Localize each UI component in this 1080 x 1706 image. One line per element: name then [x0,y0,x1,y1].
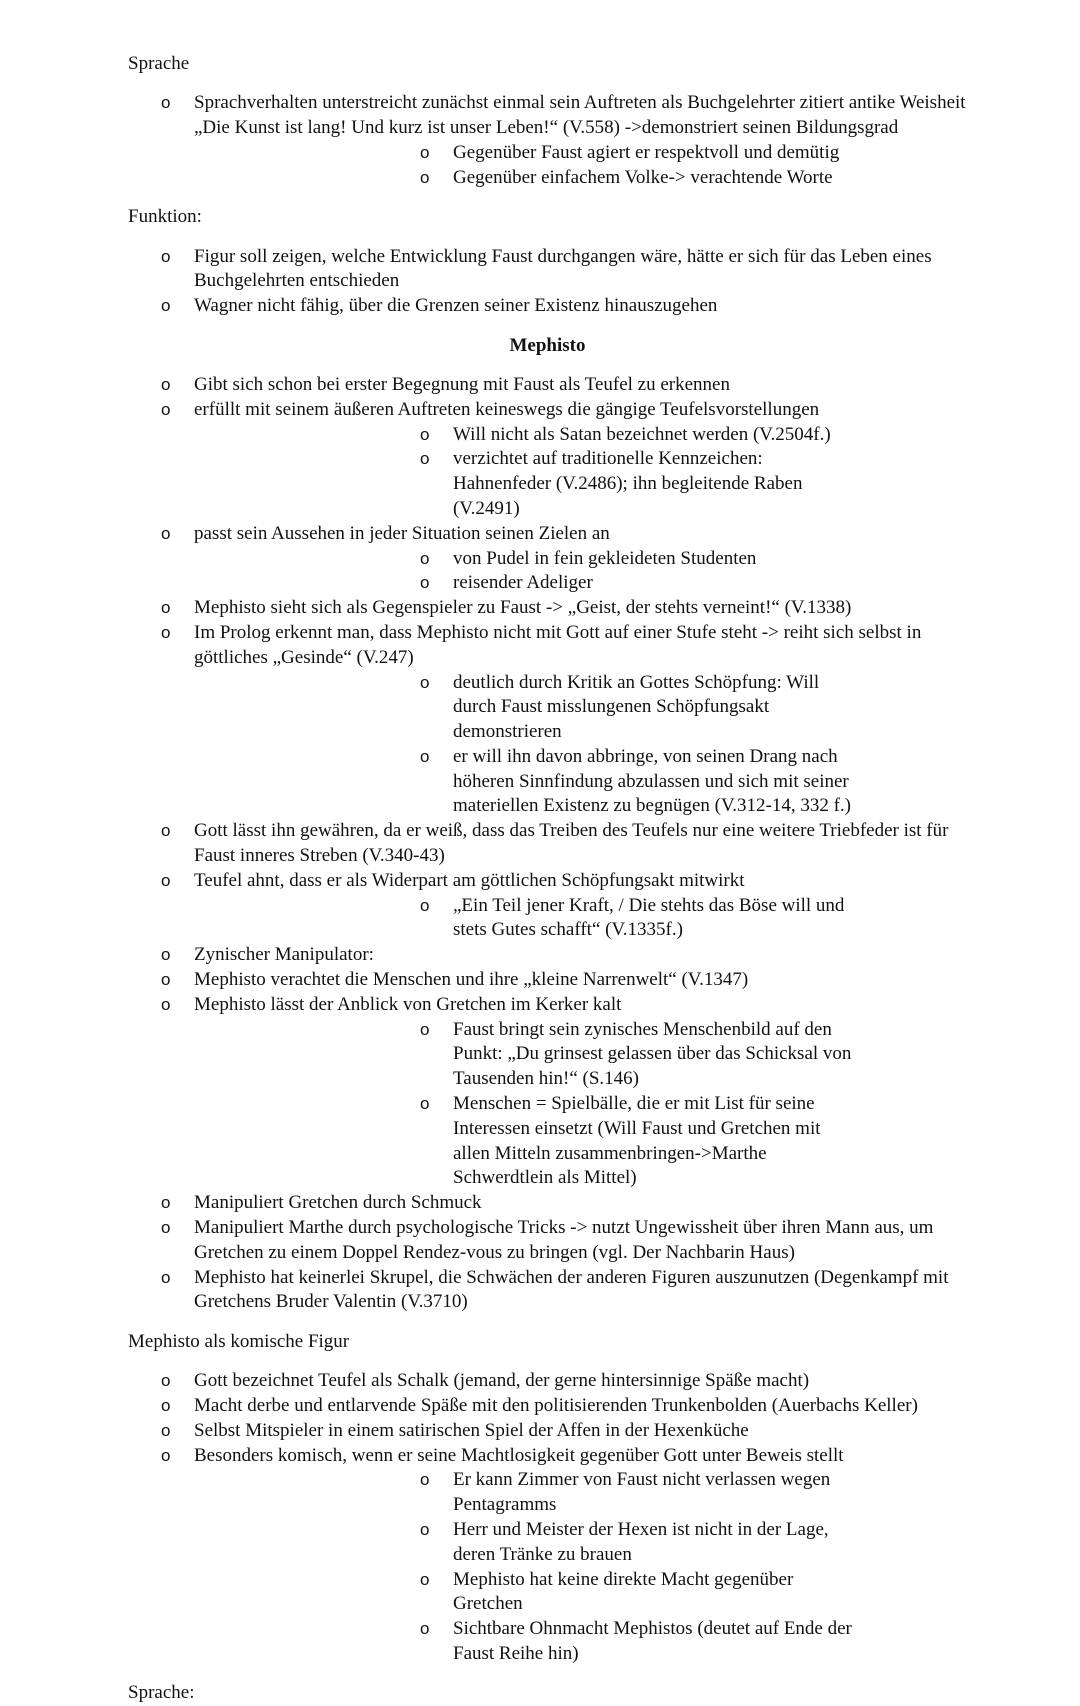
sub-list-item-text: „Ein Teil jener Kraft, / Die stehts das Böse will und stets Gutes schafft“ (V.1335f.) [453,894,845,941]
list-item-text: Figur soll zeigen, welche Entwicklung Faust durchgangen wäre, hätte er sich für das Leben eines Buchgelehrten entschieden [194,245,932,292]
sub-list [194,1468,968,1666]
list-item [0,245,1080,295]
bullet-icon: o [420,1094,430,1114]
bullet-icon: o [161,1267,171,1287]
sub-list-item [194,141,968,166]
bullet-icon: o [161,1218,171,1238]
paragraph-spacer [0,77,1080,92]
section-heading: Sprache [128,53,190,74]
list-item-text: passt sein Aussehen in jeder Situation seinen Zielen an [194,522,610,544]
paragraph-spacer [0,1315,1080,1330]
paragraph-spacer [0,191,1080,206]
sub-list [194,141,968,191]
sub-list-item [194,671,968,745]
list-item [0,1419,1080,1444]
sub-list-item [194,1568,968,1618]
list-item [0,869,1080,943]
bullet-list [0,373,1080,1315]
list-item [0,1444,1080,1667]
list-item-text: Manipuliert Gretchen durch Schmuck [194,1192,482,1214]
list-item [0,993,1080,1191]
bullet-icon: o [420,1519,430,1539]
sub-list [194,423,968,522]
bullet-icon: o [161,399,171,419]
bullet-icon: o [420,449,430,469]
sub-list-item-text: Herr und Meister der Hexen ist nicht in der Lage, deren Tränke zu brauen [453,1518,829,1565]
list-item-text: Mephisto hat keinerlei Skrupel, die Schwächen der anderen Figuren auszunutzen (Degenkampf mit Gretchens Bruder Valentin (V.3710) [194,1266,949,1313]
list-item [0,1191,1080,1216]
list-item [0,1266,1080,1316]
sub-list-item-text: deutlich durch Kritik an Gottes Schöpfung: Will durch Faust misslungenen Schöpfungsakt demonstrieren [453,671,820,743]
list-item [0,943,1080,968]
list-item [0,294,1080,319]
section-heading: Funktion: [128,206,202,228]
sub-list-item [194,1518,968,1568]
bullet-icon: o [420,142,430,162]
bullet-icon: o [420,746,430,766]
list-item [0,522,1080,596]
bullet-icon: o [420,1619,430,1639]
list-item-text: Manipuliert Marthe durch psychologische Tricks -> nutzt Ungewissheit über ihren Mann aus, um Gretchen zu einem Doppel Rendez-vous zu bringen (vgl. Der Nachbarin Haus) [194,1217,934,1263]
paragraph-spacer [0,1667,1080,1682]
sub-list-item [194,1018,968,1092]
bullet-icon: o [161,523,171,543]
sub-list-item [194,894,968,944]
list-item [0,1394,1080,1419]
list-item [0,1369,1080,1394]
paragraph-spacer [0,230,1080,245]
list-item-text: erfüllt mit seinem äußeren Auftreten keineswegs die gängige Teufelsvorstellungen [194,398,820,420]
bullet-list [0,245,1080,319]
list-item-text: Gott bezeichnet Teufel als Schalk (jemand, der gerne hintersinnige Späße macht) [194,1370,810,1392]
bullet-icon: o [161,296,171,316]
bullet-icon: o [420,573,430,593]
sub-list-item-text: Gegenüber Faust agiert er respektvoll und demütig [453,141,840,163]
sub-list-item [194,423,968,448]
bullet-icon: o [161,622,171,642]
sub-list-item-text: Menschen = Spielbälle, die er mit List für seine Interessen einsetzt (Will Faust und Gretchen mit allen Mitteln zusammenbringen->Marthe Schwerdtlein als Mittel) [453,1093,821,1189]
list-item [0,621,1080,819]
bullet-icon: o [161,970,171,990]
list-item [0,373,1080,398]
sub-list-item-text: Mephisto hat keine direkte Macht gegenüber Gretchen [453,1568,794,1615]
list-item [0,596,1080,621]
sub-list-item-text: Er kann Zimmer von Faust nicht verlassen wegen Pentagramms [453,1469,831,1516]
sub-list-item [194,166,968,191]
bullet-icon: o [161,93,171,113]
bullet-icon: o [161,994,171,1014]
list-item-text: Wagner nicht fähig, über die Grenzen seiner Existenz hinauszugehen [194,295,718,317]
sub-list-item-text: er will ihn davon abbringe, von seinen Drang nach höheren Sinnfindung abzulassen und sich mit seiner materiellen Existenz zu begnügen (V.312-14, 332 f.) [453,745,852,817]
bullet-icon: o [161,1420,171,1440]
list-item-text: Teufel ahnt, dass er als Widerpart am göttlichen Schöpfungsakt mitwirkt [194,869,745,891]
paragraph-spacer [0,358,1080,373]
sub-list-item [194,745,968,819]
bullet-icon: o [161,1193,171,1213]
bullet-icon: o [420,672,430,692]
bullet-icon: o [420,1470,430,1490]
sub-list [194,671,968,820]
bullet-icon: o [161,821,171,841]
sub-list [194,547,968,597]
bullet-icon: o [161,870,171,890]
list-item [0,968,1080,993]
sub-list-item-text: Faust bringt sein zynisches Menschenbild auf den Punkt: „Du grinsest gelassen über das Schicksal von Tausenden hin!“ (S.146) [453,1018,852,1090]
paragraph-spacer [0,319,1080,334]
bullet-icon: o [420,167,430,187]
bullet-icon: o [420,424,430,444]
bullet-icon: o [161,374,171,394]
list-item-text: Selbst Mitspieler in einem satirischen Spiel der Affen in der Hexenküche [194,1419,749,1441]
sub-list-item-text: reisender Adeliger [453,572,593,594]
sub-list [194,1018,968,1192]
sub-list-item [194,547,968,572]
sub-list-item-text: Sichtbare Ohnmacht Mephistos (deutet auf Ende der Faust Reihe hin) [453,1618,852,1664]
bullet-icon: o [161,1445,171,1465]
sub-list-item [194,571,968,596]
sub-list-item [194,447,968,521]
bullet-icon: o [420,1569,430,1589]
document-page [0,52,1080,1706]
sub-list-item-text: Will nicht als Satan bezeichnet werden (V.2504f.) [453,423,831,445]
list-item-text: Mephisto sieht sich als Gegenspieler zu Faust -> „Geist, der stehts verneint!“ (V.1338) [194,597,852,619]
sub-list-item-text: verzichtet auf traditionelle Kennzeichen: Hahnenfeder (V.2486); ihn begleitende Raben (V.2491) [453,448,803,519]
bullet-list [0,1369,1080,1667]
list-item [0,1216,1080,1266]
list-item-text: Besonders komisch, wenn er seine Machtlosigkeit gegenüber Gott unter Beweis stellt [194,1444,844,1466]
bullet-icon: o [161,246,171,266]
sub-list [194,894,968,944]
list-item-text: Gott lässt ihn gewähren, da er weiß, dass das Treiben des Teufels nur eine weitere Triebfeder ist für Faust inneres Streben (V.340-43) [194,820,949,867]
list-item-text: Zynischer Manipulator: [194,944,374,966]
list-item-text: Sprachverhalten unterstreicht zunächst einmal sein Auftreten als Buchgelehrter zitiert antike Weisheit „Die Kunst ist lang! Und kurz ist unser Leben!“ (V.558) ->demonstriert seinen Bildungsgrad [194,92,966,139]
bullet-icon: o [161,598,171,618]
bullet-list [0,91,1080,190]
list-item-text: Gibt sich schon bei erster Begegnung mit Faust als Teufel zu erkennen [194,373,730,395]
sub-list-item [194,1092,968,1191]
list-item-text: Mephisto verachtet die Menschen und ihre „kleine Narrenwelt“ (V.1347) [194,969,749,991]
sub-list-item-text: Gegenüber einfachem Volke-> verachtende Worte [453,166,833,188]
list-item [0,91,1080,190]
sub-list-item-text: von Pudel in fein gekleideten Studenten [453,547,757,569]
sub-list-item [194,1617,968,1667]
paragraph-spacer [0,1355,1080,1370]
list-item-text: Im Prolog erkennt man, dass Mephisto nicht mit Gott auf einer Stufe steht -> reiht sich selbst in göttliches „Gesinde“ (V.247) [194,621,922,668]
bullet-icon: o [420,895,430,915]
list-item-text: Macht derbe und entlarvende Späße mit den politisierenden Trunkenbolden (Auerbachs Keller) [194,1395,918,1416]
bullet-icon: o [161,1371,171,1391]
section-heading: Sprache: [128,1682,195,1704]
list-item [0,398,1080,522]
list-item-text: Mephisto lässt der Anblick von Gretchen im Kerker kalt [194,993,622,1015]
bullet-icon: o [161,945,171,965]
bullet-icon: o [420,1019,430,1039]
sub-list-item [194,1468,968,1518]
section-title: Mephisto [509,334,586,356]
list-item [0,819,1080,869]
bullet-icon: o [420,548,430,568]
section-heading: Mephisto als komische Figur [128,1330,350,1352]
bullet-icon: o [161,1396,171,1415]
